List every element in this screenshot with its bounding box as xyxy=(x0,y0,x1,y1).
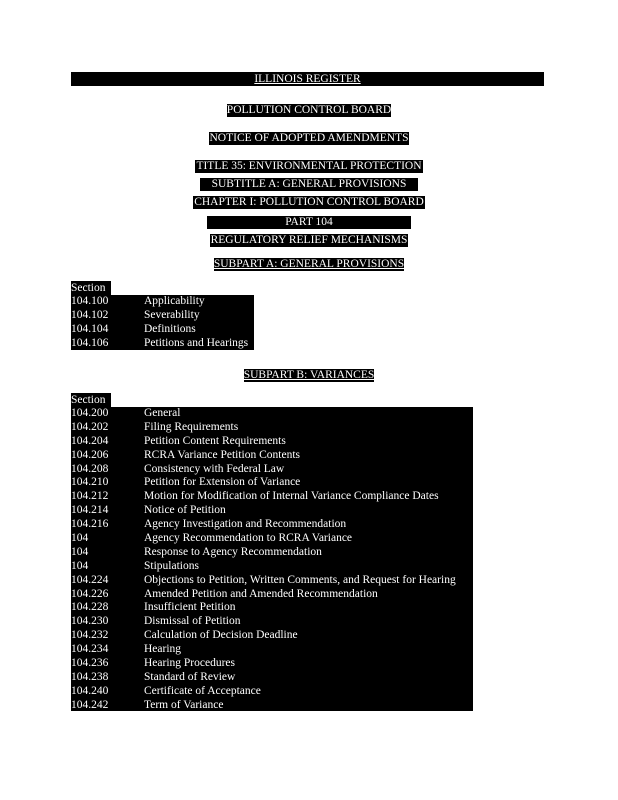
toc-row xyxy=(71,434,286,449)
section-title: Severability xyxy=(144,308,200,321)
section-title: Definitions xyxy=(144,322,196,335)
section-title: Motion for Modification of Internal Variance Compliance Dates xyxy=(144,490,439,503)
section-title: Dismissal of Petition xyxy=(144,615,241,628)
section-title: Insufficient Petition xyxy=(144,601,236,614)
toc-row xyxy=(71,615,241,629)
section-number: 104 xyxy=(71,545,89,558)
toc-row xyxy=(71,698,224,713)
subpart-a-section-label: Section xyxy=(71,282,106,294)
toc-row xyxy=(71,490,439,504)
register-title: ILLINOIS REGISTER xyxy=(254,73,361,85)
section-title: Standard of Review xyxy=(144,670,236,683)
section-number: 104.230 xyxy=(71,615,109,628)
section-title: Agency Recommendation to RCRA Variance xyxy=(144,532,353,545)
toc-row xyxy=(71,448,300,463)
section-number: 104.228 xyxy=(71,601,109,614)
subpart-b-heading-line xyxy=(0,365,618,383)
section-title: Response to Agency Recommendation xyxy=(144,545,322,558)
section-title: Consistency with Federal Law xyxy=(144,462,285,475)
section-number: 104.104 xyxy=(71,322,109,335)
subpart-b-section-label: Section xyxy=(71,394,106,406)
register-header-bar xyxy=(71,72,544,86)
part-title: REGULATORY RELIEF MECHANISMS xyxy=(210,234,408,246)
notice-line xyxy=(0,128,618,146)
notice-title: NOTICE OF ADOPTED AMENDMENTS xyxy=(209,132,409,144)
section-number: 104.208 xyxy=(71,462,109,475)
toc-row xyxy=(71,308,200,323)
toc-row xyxy=(71,336,249,351)
section-title: Petition for Extension of Variance xyxy=(144,476,301,489)
section-number: 104.204 xyxy=(71,434,109,447)
toc-row xyxy=(71,545,322,560)
subpart-a-toc xyxy=(71,281,249,351)
section-number: 104.242 xyxy=(71,698,109,711)
toc-row xyxy=(71,559,199,574)
section-title: Applicability xyxy=(144,295,205,307)
toc-row xyxy=(71,587,378,602)
section-number: 104.232 xyxy=(71,629,109,642)
section-number: 104.202 xyxy=(71,420,109,433)
toc-row xyxy=(71,629,298,643)
subpart-b-toc xyxy=(71,393,456,713)
title-line-3: CHAPTER I: POLLUTION CONTROL BOARD xyxy=(194,196,424,208)
board-name: POLLUTION CONTROL BOARD xyxy=(226,104,392,116)
toc-row xyxy=(71,504,226,518)
section-number: 104 xyxy=(71,559,89,572)
section-title: Notice of Petition xyxy=(144,504,226,517)
section-number: 104.236 xyxy=(71,657,109,670)
part-block xyxy=(0,212,618,248)
section-number: 104.210 xyxy=(71,476,109,489)
section-number: 104.238 xyxy=(71,670,109,683)
section-title: Hearing Procedures xyxy=(144,657,236,670)
section-number: 104.240 xyxy=(71,684,109,697)
section-number: 104.214 xyxy=(71,504,109,517)
section-number: 104.226 xyxy=(71,587,109,600)
section-title: Petition Content Requirements xyxy=(144,434,286,447)
section-title: Objections to Petition, Written Comments, and Request for Hearing xyxy=(144,573,456,586)
toc-row xyxy=(71,643,182,657)
toc-row xyxy=(71,518,347,532)
toc-row xyxy=(71,573,456,588)
toc-row xyxy=(71,322,196,337)
section-number: 104.106 xyxy=(71,336,109,349)
toc-row xyxy=(71,295,205,309)
board-line xyxy=(0,100,618,118)
section-number: 104.224 xyxy=(71,573,109,586)
title-line-1: TITLE 35: ENVIRONMENTAL PROTECTION xyxy=(196,160,422,172)
section-number: 104.212 xyxy=(71,490,109,503)
section-title: Calculation of Decision Deadline xyxy=(144,629,298,642)
section-number: 104.200 xyxy=(71,407,109,419)
section-title: Filing Requirements xyxy=(144,420,239,433)
part-number: PART 104 xyxy=(207,216,411,229)
title-line-2: SUBTITLE A: GENERAL PROVISIONS xyxy=(200,178,419,191)
toc-row xyxy=(71,532,353,546)
section-number: 104.102 xyxy=(71,308,109,321)
subpart-a-heading: SUBPART A: GENERAL PROVISIONS xyxy=(213,258,405,270)
section-title: Certificate of Acceptance xyxy=(144,684,261,697)
section-title: General xyxy=(144,407,181,419)
toc-row xyxy=(71,670,236,685)
section-title: Hearing xyxy=(144,643,182,656)
toc-row xyxy=(71,657,236,671)
subpart-b-heading: SUBPART B: VARIANCES xyxy=(243,369,375,381)
section-number: 104.206 xyxy=(71,448,109,461)
section-title: Amended Petition and Amended Recommendation xyxy=(144,587,378,600)
section-title: Stipulations xyxy=(144,559,199,572)
section-number: 104 xyxy=(71,532,89,545)
toc-row xyxy=(71,601,236,615)
toc-row xyxy=(71,407,181,421)
subpart-a-heading-line xyxy=(0,254,618,272)
toc-row xyxy=(71,684,261,699)
toc-row xyxy=(71,420,239,435)
title-block xyxy=(0,156,618,210)
toc-row xyxy=(71,462,285,477)
toc-row xyxy=(71,476,301,490)
section-number: 104.216 xyxy=(71,518,109,531)
section-number: 104.100 xyxy=(71,295,109,307)
section-title: Agency Investigation and Recommendation xyxy=(144,518,347,531)
section-title: RCRA Variance Petition Contents xyxy=(144,448,300,461)
section-number: 104.234 xyxy=(71,643,109,656)
section-title: Term of Variance xyxy=(144,698,224,711)
section-title: Petitions and Hearings xyxy=(144,336,249,349)
